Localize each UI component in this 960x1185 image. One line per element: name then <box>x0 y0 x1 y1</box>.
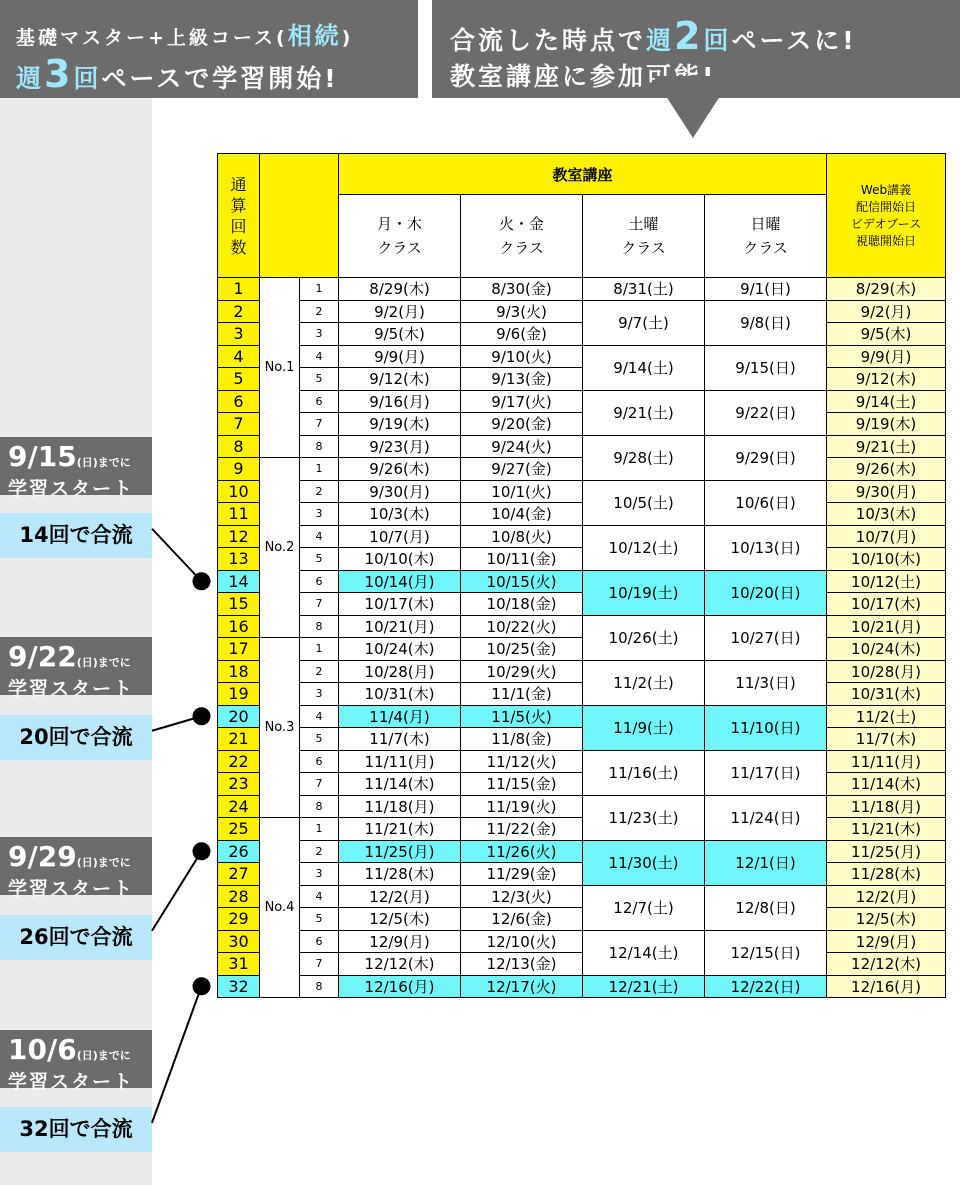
date-mon-thu: 10/21(月) <box>339 615 461 638</box>
date-mon-thu: 10/28(月) <box>339 660 461 683</box>
start-date: 9/15 <box>8 440 77 473</box>
session-number: 6 <box>218 390 260 413</box>
lecture-number: 6 <box>300 390 339 413</box>
banner-left <box>0 0 418 98</box>
web-start-date: 10/24(木) <box>827 638 946 661</box>
date-mon-thu: 9/12(木) <box>339 368 461 391</box>
web-start-date: 12/9(月) <box>827 930 946 953</box>
date-mon-thu: 11/28(木) <box>339 863 461 886</box>
web-start-date: 9/12(木) <box>827 368 946 391</box>
date-mon-thu: 12/9(月) <box>339 930 461 953</box>
date-sun: 9/1(日) <box>705 278 827 301</box>
web-start-date: 9/21(土) <box>827 435 946 458</box>
session-number: 23 <box>218 773 260 796</box>
table-row <box>218 773 946 796</box>
date-sat: 10/26(土) <box>583 615 705 660</box>
lecture-number: 2 <box>300 300 339 323</box>
web-start-date: 11/11(月) <box>827 750 946 773</box>
banner-left-line2 <box>16 52 418 97</box>
lecture-number: 7 <box>300 773 339 796</box>
merge-badge: 32回で合流 <box>0 1107 152 1152</box>
lecture-number: 6 <box>300 930 339 953</box>
date-tue-fri: 11/1(金) <box>461 683 583 706</box>
date-sun: 12/8(日) <box>705 885 827 930</box>
date-sat: 12/21(土) <box>583 975 705 998</box>
header-blank <box>260 154 339 278</box>
date-tue-fri: 9/17(火) <box>461 390 583 413</box>
date-mon-thu: 11/7(木) <box>339 728 461 751</box>
session-number: 8 <box>218 435 260 458</box>
table-row <box>218 345 946 368</box>
connector-dot <box>193 707 211 725</box>
web-start-date: 12/16(月) <box>827 975 946 998</box>
date-sat: 11/23(土) <box>583 795 705 840</box>
web-start-date: 11/25(月) <box>827 840 946 863</box>
date-tue-fri: 10/18(金) <box>461 593 583 616</box>
date-sat: 10/12(土) <box>583 525 705 570</box>
table-row <box>218 570 946 593</box>
date-tue-fri: 12/17(火) <box>461 975 583 998</box>
start-day: (日) <box>76 856 98 869</box>
table-row <box>218 750 946 773</box>
date-tue-fri: 10/15(火) <box>461 570 583 593</box>
date-sat: 11/30(土) <box>583 840 705 885</box>
date-sun: 9/22(日) <box>705 390 827 435</box>
header-web-lecture: Web講義 配信開始日 ビデオブース 視聴開始日 <box>827 154 946 278</box>
lecture-number: 5 <box>300 908 339 931</box>
date-mon-thu: 8/29(木) <box>339 278 461 301</box>
date-tue-fri: 9/20(金) <box>461 413 583 436</box>
table-row <box>218 480 946 503</box>
lecture-number: 3 <box>300 863 339 886</box>
date-tue-fri: 9/3(火) <box>461 300 583 323</box>
session-number: 21 <box>218 728 260 751</box>
schedule-body <box>218 278 946 998</box>
date-sat: 12/7(土) <box>583 885 705 930</box>
date-sat: 9/28(土) <box>583 435 705 480</box>
date-sat: 10/5(土) <box>583 480 705 525</box>
session-number: 1 <box>218 278 260 301</box>
lecture-number: 6 <box>300 570 339 593</box>
connector-line <box>152 986 202 1123</box>
lecture-number: 8 <box>300 975 339 998</box>
table-row <box>218 795 946 818</box>
session-number: 28 <box>218 885 260 908</box>
start-label: 学習スタート <box>8 1071 135 1093</box>
table-row <box>218 615 946 638</box>
web-start-date: 10/21(月) <box>827 615 946 638</box>
lecture-number: 4 <box>300 525 339 548</box>
date-sat: 11/9(土) <box>583 705 705 750</box>
date-tue-fri: 10/22(火) <box>461 615 583 638</box>
banner-left-times: 回 <box>73 64 102 93</box>
date-sun: 10/6(日) <box>705 480 827 525</box>
session-number: 4 <box>218 345 260 368</box>
header-classroom: 教室講座 <box>339 154 827 195</box>
session-number: 26 <box>218 840 260 863</box>
date-sun: 11/17(日) <box>705 750 827 795</box>
date-tue-fri: 11/29(金) <box>461 863 583 886</box>
date-tue-fri: 11/12(火) <box>461 750 583 773</box>
date-mon-thu: 10/24(木) <box>339 638 461 661</box>
connector-line <box>152 851 202 931</box>
lecture-number: 7 <box>300 413 339 436</box>
web-start-date: 12/5(木) <box>827 908 946 931</box>
date-sat: 11/16(土) <box>583 750 705 795</box>
banner-right-line2: 教室講座に参加可能! <box>450 62 717 91</box>
table-row <box>218 525 946 548</box>
date-tue-fri: 11/22(金) <box>461 818 583 841</box>
date-tue-fri: 9/13(金) <box>461 368 583 391</box>
banner-right-times: 回 <box>703 26 732 55</box>
table-row <box>218 390 946 413</box>
lecture-number: 2 <box>300 660 339 683</box>
date-tue-fri: 10/1(火) <box>461 480 583 503</box>
table-row <box>218 548 946 571</box>
date-mon-thu: 12/12(木) <box>339 953 461 976</box>
header-class-sun: 日曜 クラス <box>705 195 827 278</box>
banner-right-line1 <box>450 14 960 59</box>
date-mon-thu: 11/25(月) <box>339 840 461 863</box>
date-sun: 12/15(日) <box>705 930 827 975</box>
web-start-date: 11/2(土) <box>827 705 946 728</box>
session-number: 15 <box>218 593 260 616</box>
session-number: 22 <box>218 750 260 773</box>
banner-left-week: 週 <box>16 64 45 93</box>
header-cumulative-count: 通 算 回 数 <box>218 154 260 278</box>
session-number: 5 <box>218 368 260 391</box>
session-number: 19 <box>218 683 260 706</box>
session-number: 18 <box>218 660 260 683</box>
date-tue-fri: 8/30(金) <box>461 278 583 301</box>
date-sun: 12/1(日) <box>705 840 827 885</box>
table-row <box>218 323 946 346</box>
date-sat: 9/7(土) <box>583 300 705 345</box>
session-number: 25 <box>218 818 260 841</box>
header-class-tue-fri: 火・金 クラス <box>461 195 583 278</box>
date-mon-thu: 9/2(月) <box>339 300 461 323</box>
start-callout <box>0 837 152 900</box>
lecture-number: 4 <box>300 345 339 368</box>
session-number: 30 <box>218 930 260 953</box>
header-class-mon-thu: 月・木 クラス <box>339 195 461 278</box>
web-start-date: 12/12(木) <box>827 953 946 976</box>
table-row <box>218 593 946 616</box>
session-number: 3 <box>218 323 260 346</box>
lecture-number: 1 <box>300 818 339 841</box>
start-suffix: までに <box>97 856 131 869</box>
start-label: 学習スタート <box>8 878 135 900</box>
date-tue-fri: 11/19(火) <box>461 795 583 818</box>
session-number: 20 <box>218 705 260 728</box>
table-row <box>218 930 946 953</box>
session-number: 32 <box>218 975 260 998</box>
start-label: 学習スタート <box>8 678 135 700</box>
table-row <box>218 863 946 886</box>
web-start-date: 10/17(木) <box>827 593 946 616</box>
lecture-number: 1 <box>300 638 339 661</box>
date-mon-thu: 10/14(月) <box>339 570 461 593</box>
session-number: 10 <box>218 480 260 503</box>
start-label: 学習スタート <box>8 478 135 500</box>
lecture-number: 2 <box>300 480 339 503</box>
date-mon-thu: 9/16(月) <box>339 390 461 413</box>
banner-left-line1 <box>16 18 418 56</box>
web-start-date: 11/21(木) <box>827 818 946 841</box>
banner-left-highlight: 相続 <box>287 22 342 50</box>
date-sun: 11/24(日) <box>705 795 827 840</box>
date-mon-thu: 9/26(木) <box>339 458 461 481</box>
table-row <box>218 503 946 526</box>
date-sun: 11/10(日) <box>705 705 827 750</box>
start-date: 10/6 <box>8 1033 77 1066</box>
web-start-date: 12/2(月) <box>827 885 946 908</box>
date-mon-thu: 12/2(月) <box>339 885 461 908</box>
start-callout <box>0 1030 152 1093</box>
date-tue-fri: 10/11(金) <box>461 548 583 571</box>
session-number: 14 <box>218 570 260 593</box>
date-mon-thu: 9/9(月) <box>339 345 461 368</box>
date-mon-thu: 12/16(月) <box>339 975 461 998</box>
date-mon-thu: 10/31(木) <box>339 683 461 706</box>
start-suffix: までに <box>97 456 131 469</box>
lecture-number: 1 <box>300 278 339 301</box>
web-start-date: 10/10(木) <box>827 548 946 571</box>
schedule-table <box>217 153 946 998</box>
session-number: 16 <box>218 615 260 638</box>
table-row <box>218 368 946 391</box>
lecture-number: 5 <box>300 368 339 391</box>
session-number: 24 <box>218 795 260 818</box>
arrow-down-right <box>653 76 733 138</box>
date-tue-fri: 10/29(火) <box>461 660 583 683</box>
lecture-number: 8 <box>300 615 339 638</box>
date-tue-fri: 10/25(金) <box>461 638 583 661</box>
date-sat: 8/31(土) <box>583 278 705 301</box>
session-number: 17 <box>218 638 260 661</box>
table-row <box>218 683 946 706</box>
table-row <box>218 458 946 481</box>
date-tue-fri: 12/13(金) <box>461 953 583 976</box>
banner-left-number: 3 <box>44 52 74 96</box>
date-sun: 10/13(日) <box>705 525 827 570</box>
connector-dot <box>193 572 211 590</box>
date-mon-thu: 10/3(木) <box>339 503 461 526</box>
date-mon-thu: 10/10(木) <box>339 548 461 571</box>
table-row <box>218 413 946 436</box>
table-row <box>218 300 946 323</box>
session-number: 11 <box>218 503 260 526</box>
date-sun: 12/22(日) <box>705 975 827 998</box>
web-start-date: 11/14(木) <box>827 773 946 796</box>
web-start-date: 10/12(土) <box>827 570 946 593</box>
table-row <box>218 435 946 458</box>
date-tue-fri: 12/3(火) <box>461 885 583 908</box>
table-row <box>218 908 946 931</box>
banner-right-week: 週 <box>646 26 675 55</box>
lecture-number: 7 <box>300 593 339 616</box>
group-label: No.3 <box>260 638 300 818</box>
banner-left-text: 基礎マスター+上級コース( <box>16 27 288 49</box>
merge-badge: 26回で合流 <box>0 915 152 960</box>
banner-right-text: 合流した時点で <box>450 26 647 55</box>
web-start-date: 9/14(土) <box>827 390 946 413</box>
date-tue-fri: 12/10(火) <box>461 930 583 953</box>
date-mon-thu: 10/7(月) <box>339 525 461 548</box>
web-start-date: 9/5(木) <box>827 323 946 346</box>
date-mon-thu: 9/23(月) <box>339 435 461 458</box>
table-row <box>218 660 946 683</box>
date-sat: 12/14(土) <box>583 930 705 975</box>
web-start-date: 9/19(木) <box>827 413 946 436</box>
table-row <box>218 705 946 728</box>
start-suffix: までに <box>97 656 131 669</box>
web-start-date: 10/3(木) <box>827 503 946 526</box>
session-number: 13 <box>218 548 260 571</box>
lecture-number: 8 <box>300 795 339 818</box>
table-row <box>218 278 946 301</box>
date-mon-thu: 11/14(木) <box>339 773 461 796</box>
web-start-date: 9/2(月) <box>827 300 946 323</box>
date-tue-fri: 11/5(火) <box>461 705 583 728</box>
date-sun: 9/8(日) <box>705 300 827 345</box>
date-tue-fri: 11/26(火) <box>461 840 583 863</box>
date-mon-thu: 12/5(木) <box>339 908 461 931</box>
table-row <box>218 975 946 998</box>
connector-dot <box>193 842 211 860</box>
lecture-number: 8 <box>300 435 339 458</box>
group-label: No.2 <box>260 458 300 638</box>
date-mon-thu: 11/4(月) <box>339 705 461 728</box>
session-number: 29 <box>218 908 260 931</box>
web-start-date: 8/29(木) <box>827 278 946 301</box>
table-row <box>218 818 946 841</box>
connector-dot <box>193 977 211 995</box>
session-number: 7 <box>218 413 260 436</box>
date-sun: 9/29(日) <box>705 435 827 480</box>
lecture-number: 4 <box>300 885 339 908</box>
table-row <box>218 953 946 976</box>
group-label: No.1 <box>260 278 300 458</box>
lecture-number: 1 <box>300 458 339 481</box>
lecture-number: 5 <box>300 728 339 751</box>
date-tue-fri: 11/15(金) <box>461 773 583 796</box>
date-mon-thu: 11/11(月) <box>339 750 461 773</box>
lecture-number: 2 <box>300 840 339 863</box>
date-tue-fri: 12/6(金) <box>461 908 583 931</box>
web-start-date: 11/18(月) <box>827 795 946 818</box>
session-number: 12 <box>218 525 260 548</box>
web-start-date: 11/7(木) <box>827 728 946 751</box>
date-tue-fri: 11/8(金) <box>461 728 583 751</box>
connector-line <box>152 716 202 731</box>
lecture-number: 3 <box>300 683 339 706</box>
date-tue-fri: 9/24(火) <box>461 435 583 458</box>
start-suffix: までに <box>97 1049 131 1062</box>
start-date: 9/22 <box>8 640 77 673</box>
start-date: 9/29 <box>8 840 77 873</box>
date-sat: 9/21(土) <box>583 390 705 435</box>
banner-right-pace: ペースに! <box>731 26 857 55</box>
lecture-number: 3 <box>300 503 339 526</box>
date-sat: 10/19(土) <box>583 570 705 615</box>
date-sun: 10/27(日) <box>705 615 827 660</box>
table-row <box>218 840 946 863</box>
start-day: (日) <box>76 656 98 669</box>
table-row <box>218 728 946 751</box>
lecture-number: 4 <box>300 705 339 728</box>
date-tue-fri: 9/27(金) <box>461 458 583 481</box>
date-sun: 11/3(日) <box>705 660 827 705</box>
date-sun: 10/20(日) <box>705 570 827 615</box>
start-callout <box>0 437 152 500</box>
banner-left-pace: ペースで学習開始! <box>101 64 339 93</box>
session-number: 2 <box>218 300 260 323</box>
lecture-number: 7 <box>300 953 339 976</box>
date-sun: 9/15(日) <box>705 345 827 390</box>
lecture-number: 5 <box>300 548 339 571</box>
web-start-date: 10/31(木) <box>827 683 946 706</box>
session-number: 31 <box>218 953 260 976</box>
connector-line <box>152 529 202 582</box>
start-callout <box>0 637 152 700</box>
date-mon-thu: 9/5(木) <box>339 323 461 346</box>
date-mon-thu: 9/19(木) <box>339 413 461 436</box>
date-tue-fri: 10/4(金) <box>461 503 583 526</box>
date-tue-fri: 9/6(金) <box>461 323 583 346</box>
date-sat: 11/2(土) <box>583 660 705 705</box>
start-day: (日) <box>76 456 98 469</box>
group-label: No.4 <box>260 818 300 998</box>
session-number: 9 <box>218 458 260 481</box>
web-start-date: 9/9(月) <box>827 345 946 368</box>
date-mon-thu: 11/18(月) <box>339 795 461 818</box>
lecture-number: 6 <box>300 750 339 773</box>
banner-left-text-close: ) <box>341 27 354 49</box>
session-number: 27 <box>218 863 260 886</box>
merge-badge: 20回で合流 <box>0 715 152 760</box>
lecture-number: 3 <box>300 323 339 346</box>
web-start-date: 10/7(月) <box>827 525 946 548</box>
web-start-date: 10/28(月) <box>827 660 946 683</box>
banner-right-number: 2 <box>674 14 704 58</box>
web-start-date: 9/30(月) <box>827 480 946 503</box>
table-row <box>218 885 946 908</box>
date-mon-thu: 9/30(月) <box>339 480 461 503</box>
date-tue-fri: 10/8(火) <box>461 525 583 548</box>
header-class-sat: 土曜 クラス <box>583 195 705 278</box>
date-mon-thu: 11/21(木) <box>339 818 461 841</box>
web-start-date: 9/26(木) <box>827 458 946 481</box>
date-tue-fri: 9/10(火) <box>461 345 583 368</box>
merge-badge: 14回で合流 <box>0 513 152 558</box>
date-sat: 9/14(土) <box>583 345 705 390</box>
table-row <box>218 638 946 661</box>
start-day: (日) <box>76 1049 98 1062</box>
web-start-date: 11/28(木) <box>827 863 946 886</box>
date-mon-thu: 10/17(木) <box>339 593 461 616</box>
